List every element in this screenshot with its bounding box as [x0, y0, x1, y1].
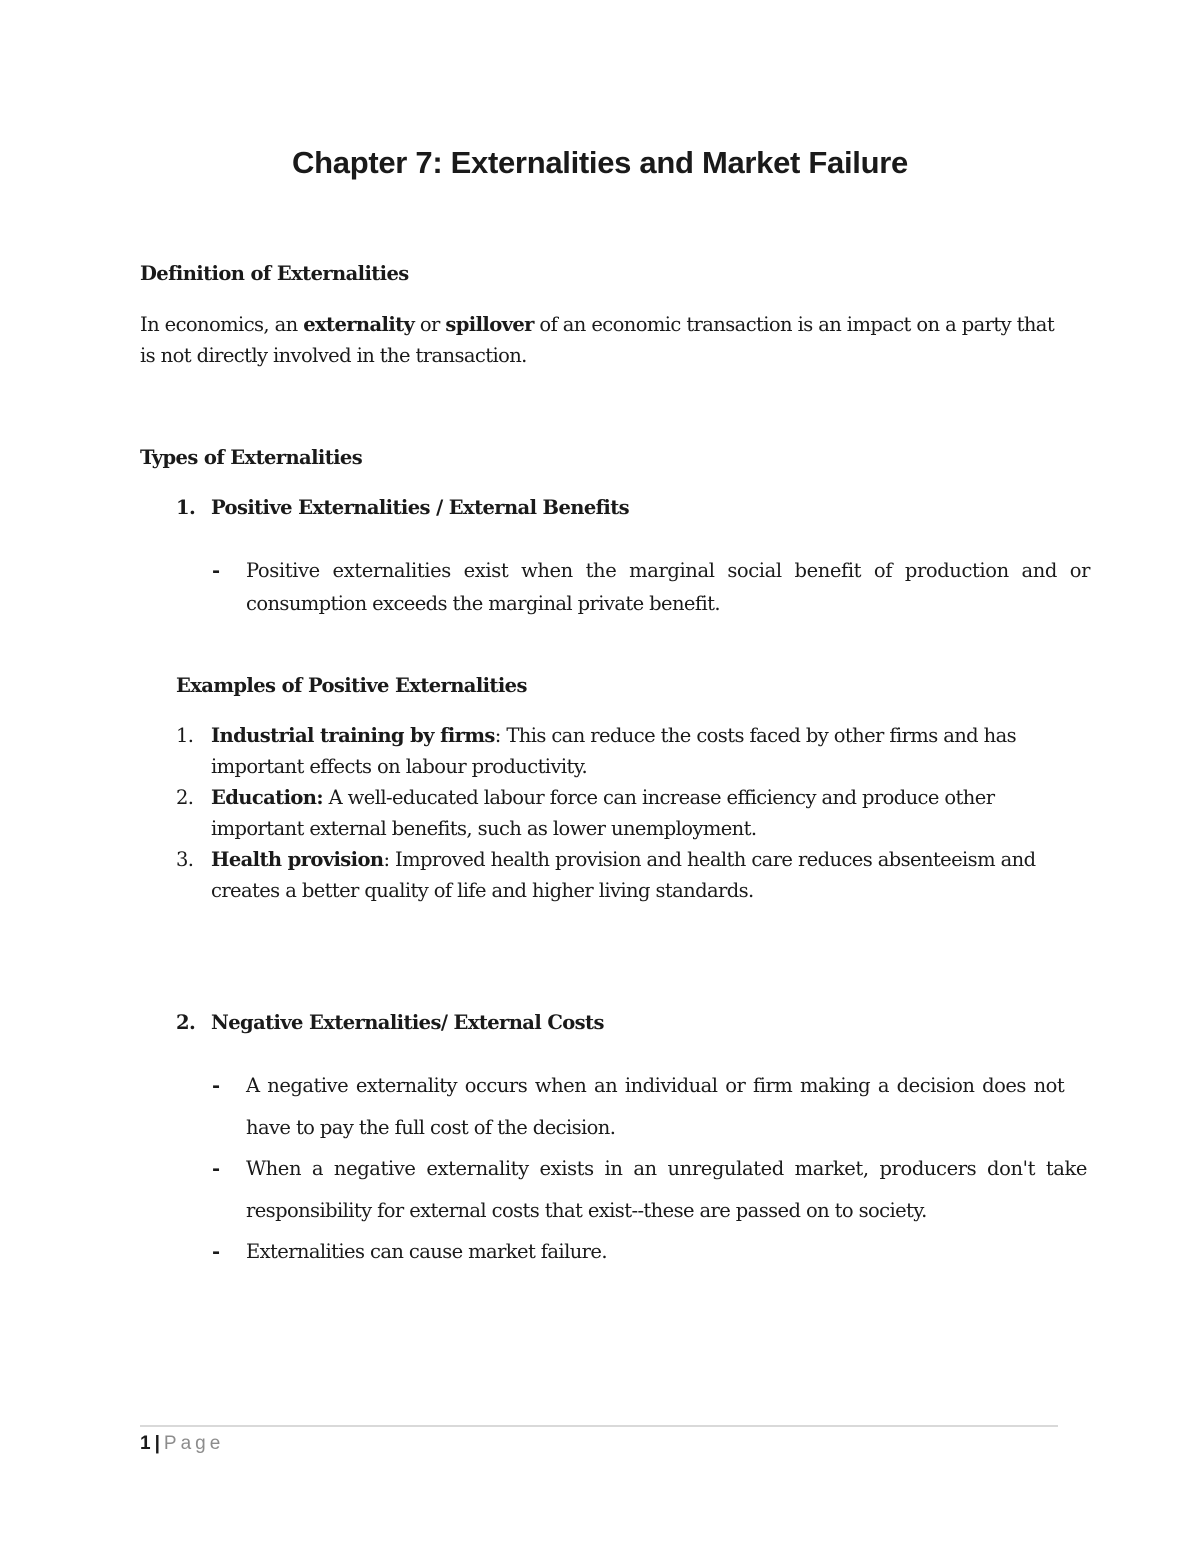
- example-number: 3.: [176, 848, 194, 871]
- example-line2: important external benefits, such as lower unemployment.: [211, 817, 757, 840]
- definition-heading: Definition of Externalities: [140, 262, 409, 285]
- definition-text-line1: [140, 313, 1054, 337]
- example-line1: [211, 848, 1035, 872]
- negative-bullet-line2: responsibility for external costs that exist--these are passed on to society.: [246, 1199, 927, 1222]
- negative-bullet-line1: When a negative externality exists in an unregulated market, producers don't take: [246, 1157, 1088, 1180]
- example-number: 1.: [176, 724, 194, 747]
- negative-heading: Negative Externalities/ External Costs: [211, 1011, 604, 1034]
- definition-term-externality: externality: [303, 313, 415, 336]
- positive-bullet-line2: consumption exceeds the marginal private benefit.: [246, 592, 720, 615]
- page-title: Chapter 7: Externalities and Market Failure: [292, 145, 908, 180]
- definition-text-line2: is not directly involved in the transaction.: [140, 344, 527, 367]
- examples-heading: Examples of Positive Externalities: [176, 674, 527, 697]
- example-line1: [211, 786, 994, 810]
- positive-heading: Positive Externalities / External Benefits: [211, 496, 630, 519]
- footer-rule: [140, 1425, 1058, 1427]
- definition-text-pre: In economics, an: [140, 313, 304, 336]
- negative-number: 2.: [176, 1011, 196, 1034]
- negative-bullet-dash: -: [212, 1240, 220, 1263]
- example-term: Education:: [211, 786, 323, 809]
- example-line1: [211, 724, 1016, 748]
- example-line2: creates a better quality of life and higher living standards.: [211, 879, 754, 902]
- definition-text-post: of an economic transaction is an impact on a party that: [533, 313, 1055, 336]
- positive-bullet-dash: -: [212, 559, 220, 582]
- negative-bullet-dash: -: [212, 1074, 220, 1097]
- page-number: 1: [140, 1433, 151, 1454]
- example-line2: important effects on labour productivity.: [211, 755, 588, 778]
- footer-separator: |: [154, 1433, 160, 1454]
- negative-bullet-dash: -: [212, 1157, 220, 1180]
- types-heading: Types of Externalities: [140, 446, 363, 469]
- negative-bullet-line1: Externalities can cause market failure.: [246, 1240, 607, 1263]
- negative-bullet-line2: have to pay the full cost of the decision.: [246, 1116, 616, 1139]
- example-text: A well-educated labour force can increase efficiency and produce other: [322, 786, 995, 809]
- definition-text-mid: or: [414, 313, 446, 336]
- positive-number: 1.: [176, 496, 196, 519]
- page-label: Page: [163, 1433, 225, 1454]
- example-text: : This can reduce the costs faced by other firms and has: [494, 724, 1017, 747]
- definition-term-spillover: spillover: [445, 313, 534, 336]
- example-term: Industrial training by firms: [211, 724, 495, 747]
- example-text: : Improved health provision and health care reduces absenteeism and: [383, 848, 1036, 871]
- page-footer: [140, 1433, 224, 1455]
- positive-bullet-line1: Positive externalities exist when the marginal social benefit of production and or: [246, 559, 1091, 582]
- example-number: 2.: [176, 786, 194, 809]
- example-term: Health provision: [211, 848, 384, 871]
- negative-bullet-line1: A negative externality occurs when an individual or firm making a decision does not: [246, 1074, 1065, 1097]
